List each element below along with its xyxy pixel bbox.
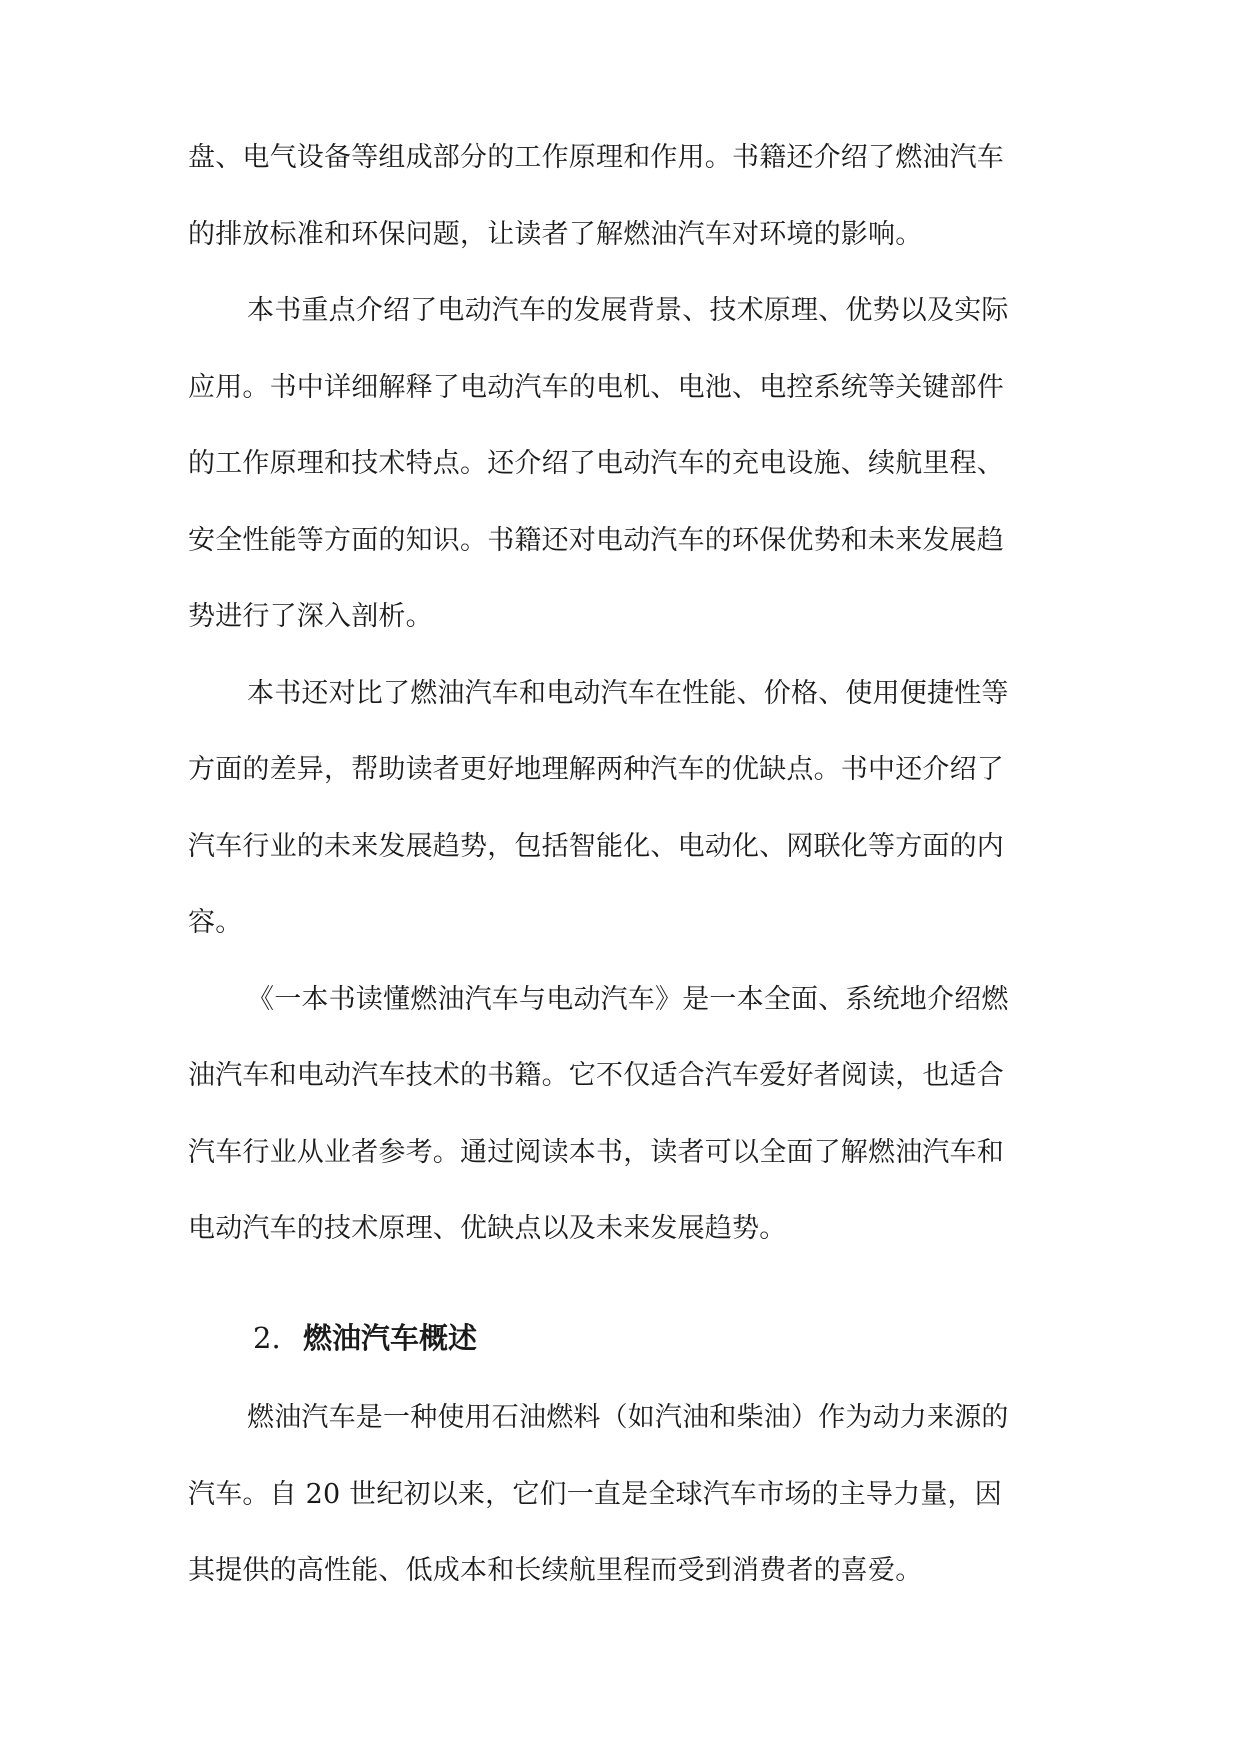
text-line: 油汽车和电动汽车技术的书籍。它不仅适合汽车爱好者阅读，也适合 bbox=[188, 1060, 1004, 1091]
text-line: 本书重点介绍了电动汽车的发展背景、技术原理、优势以及实际 bbox=[247, 295, 1009, 326]
text-line: 应用。书中详细解释了电动汽车的电机、电池、电控系统等关键部件 bbox=[188, 371, 1004, 403]
text-line: 电动汽车的技术原理、优缺点以及未来发展趋势。 bbox=[188, 1213, 787, 1244]
section-title: 燃油汽车概述 bbox=[303, 1321, 478, 1355]
paragraph bbox=[188, 1398, 1056, 1628]
text-line: 汽车行业从业者参考。通过阅读本书，读者可以全面了解燃油汽车和 bbox=[188, 1136, 1004, 1168]
text-line: 势进行了深入剖析。 bbox=[188, 601, 433, 632]
paragraph bbox=[188, 980, 1056, 1286]
text-line: 汽车行业的未来发展趋势，包括智能化、电动化、网联化等方面的内 bbox=[188, 830, 1004, 862]
text-body-top bbox=[188, 138, 1056, 1286]
paragraph bbox=[188, 291, 1056, 674]
text-line: 《一本书读懂燃油汽车与电动汽车》是一本全面、系统地介绍燃 bbox=[247, 983, 1009, 1015]
text-line: 的排放标准和环保问题，让读者了解燃油汽车对环境的影响。 bbox=[188, 218, 923, 250]
text-body-bottom bbox=[188, 1398, 1056, 1628]
text-line: 其提供的高性能、低成本和长续航里程而受到消费者的喜爱。 bbox=[188, 1555, 923, 1586]
section-number: 2. bbox=[253, 1321, 281, 1355]
text-line: 本书还对比了燃油汽车和电动汽车在性能、价格、使用便捷性等 bbox=[247, 677, 1009, 709]
text-line: 汽车。自 20 世纪初以来，它们一直是全球汽车市场的主导力量，因 bbox=[188, 1478, 1002, 1510]
paragraph bbox=[188, 674, 1056, 980]
text-line: 盘、电气设备等组成部分的工作原理和作用。书籍还介绍了燃油汽车 bbox=[188, 142, 1004, 173]
text-line: 的工作原理和技术特点。还介绍了电动汽车的充电设施、续航里程、 bbox=[188, 448, 1004, 479]
paragraph bbox=[188, 138, 1056, 291]
text-line: 方面的差异，帮助读者更好地理解两种汽车的优缺点。书中还介绍了 bbox=[188, 754, 1004, 785]
text-line: 容。 bbox=[188, 907, 243, 938]
section-heading bbox=[253, 1318, 477, 1358]
text-line: 燃油汽车是一种使用石油燃料（如汽油和柴油）作为动力来源的 bbox=[247, 1402, 1009, 1433]
text-line: 安全性能等方面的知识。书籍还对电动汽车的环保优势和未来发展趋 bbox=[188, 524, 1004, 556]
section-heading-text bbox=[253, 1318, 477, 1358]
